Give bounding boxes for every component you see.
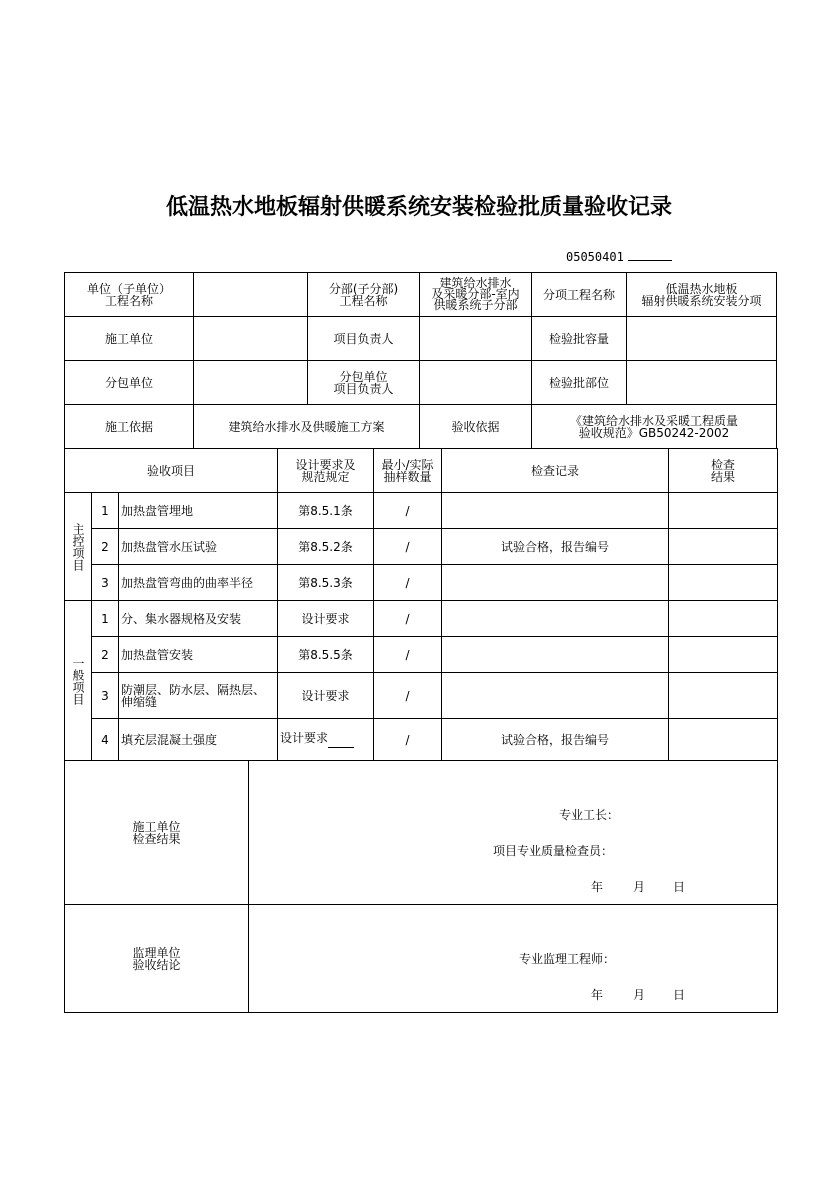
item-design: 第8.5.2条 <box>278 529 374 565</box>
item-no: 1 <box>92 493 119 529</box>
item-result[interactable] <box>669 493 778 529</box>
item-sample[interactable]: / <box>374 673 442 719</box>
subitem-label: 分项工程名称 <box>532 273 627 317</box>
day-label: 日 <box>673 880 686 894</box>
item-record[interactable] <box>442 673 669 719</box>
item-result[interactable] <box>669 637 778 673</box>
contractor-label: 施工单位 <box>65 317 194 361</box>
sub-pm-label: 分包单位 项目负责人 <box>308 361 420 405</box>
item-design: 第8.5.1条 <box>278 493 374 529</box>
item-no: 1 <box>92 601 119 637</box>
unit-value[interactable] <box>194 273 308 317</box>
item-design: 设计要求 <box>278 601 374 637</box>
item-name: 填充层混凝土强度 <box>119 719 278 761</box>
col-header-result: 检查 结果 <box>669 449 778 493</box>
item-record[interactable]: 试验合格，报告编号 <box>442 529 669 565</box>
item-record[interactable] <box>442 637 669 673</box>
engineer-label: 专业监理工程师： <box>519 952 616 966</box>
day-label: 日 <box>673 988 686 1002</box>
general-group-text: 一般项目 <box>71 656 85 705</box>
table-row <box>65 601 778 637</box>
accept-basis-label: 验收依据 <box>420 405 532 449</box>
item-sample[interactable]: / <box>374 601 442 637</box>
item-design-cell <box>278 719 374 761</box>
item-record[interactable] <box>442 565 669 601</box>
table-row <box>65 565 778 601</box>
item-name: 加热盘管埋地 <box>119 493 278 529</box>
main-group-label <box>65 493 92 601</box>
item-name: 加热盘管弯曲的曲率半径 <box>119 565 278 601</box>
item-result[interactable] <box>669 719 778 761</box>
item-record[interactable] <box>442 601 669 637</box>
item-sample[interactable]: / <box>374 493 442 529</box>
year-label: 年 <box>591 988 604 1002</box>
basis-label: 施工依据 <box>65 405 194 449</box>
inspection-items-table <box>64 448 778 761</box>
col-header-item: 验收项目 <box>65 449 278 493</box>
accept-basis-value[interactable]: 《建筑给水排水及采暖工程质量 验收规范》GB50242-2002 <box>532 405 777 449</box>
pm-label: 项目负责人 <box>308 317 420 361</box>
subcontractor-label: 分包单位 <box>65 361 194 405</box>
pm-value[interactable] <box>420 317 532 361</box>
general-group-label <box>65 601 92 761</box>
contractor-value[interactable] <box>194 317 308 361</box>
division-value[interactable]: 建筑给水排水 及采暖分部-室内 供暖系统子分部 <box>420 273 532 317</box>
col-header-sample: 最小/实际 抽样数量 <box>374 449 442 493</box>
project-info-table <box>64 272 777 449</box>
item-sample[interactable]: / <box>374 529 442 565</box>
item-design: 第8.5.3条 <box>278 565 374 601</box>
signoff-table <box>64 760 778 1013</box>
item-no: 2 <box>92 637 119 673</box>
page-title: 低温热水地板辐射供暖系统安装检验批质量验收记录 <box>165 194 672 220</box>
main-group-text: 主控项目 <box>71 522 85 571</box>
unit-label: 单位（子单位） 工程名称 <box>65 273 194 317</box>
form-code-blank[interactable] <box>628 250 672 261</box>
item-record[interactable]: 试验合格，报告编号 <box>442 719 669 761</box>
form-code-number: 05050401 <box>566 250 624 264</box>
basis-value[interactable]: 建筑给水排水及供暖施工方案 <box>194 405 420 449</box>
item-result[interactable] <box>669 565 778 601</box>
table-row <box>65 529 778 565</box>
foreman-label: 专业工长： <box>559 808 620 822</box>
form-code <box>566 250 672 264</box>
month-label: 月 <box>633 988 646 1002</box>
item-name: 分、集水器规格及安装 <box>119 601 278 637</box>
table-row <box>65 719 778 761</box>
item-name: 加热盘管安装 <box>119 637 278 673</box>
item-no: 4 <box>92 719 119 761</box>
item-result[interactable] <box>669 529 778 565</box>
design-blank[interactable] <box>328 737 354 748</box>
capacity-value[interactable] <box>627 317 777 361</box>
month-label: 月 <box>633 880 646 894</box>
table-row <box>65 637 778 673</box>
item-sample[interactable]: / <box>374 565 442 601</box>
division-label: 分部(子分部) 工程名称 <box>308 273 420 317</box>
year-label: 年 <box>591 880 604 894</box>
contractor-check-area[interactable] <box>249 761 778 905</box>
location-label: 检验批部位 <box>532 361 627 405</box>
item-sample[interactable]: / <box>374 637 442 673</box>
item-no: 3 <box>92 673 119 719</box>
location-value[interactable] <box>627 361 777 405</box>
col-header-design: 设计要求及 规范规定 <box>278 449 374 493</box>
item-design: 第8.5.5条 <box>278 637 374 673</box>
item-record[interactable] <box>442 493 669 529</box>
sub-pm-value[interactable] <box>420 361 532 405</box>
contractor-check-label: 施工单位 检查结果 <box>65 761 249 905</box>
item-name: 加热盘管水压试验 <box>119 529 278 565</box>
item-result[interactable] <box>669 673 778 719</box>
capacity-label: 检验批容量 <box>532 317 627 361</box>
table-row <box>65 673 778 719</box>
table-row <box>65 493 778 529</box>
supervisor-check-label: 监理单位 验收结论 <box>65 905 249 1013</box>
subcontractor-value[interactable] <box>194 361 308 405</box>
col-header-record: 检查记录 <box>442 449 669 493</box>
item-no: 2 <box>92 529 119 565</box>
supervisor-check-area[interactable] <box>249 905 778 1013</box>
item-sample[interactable]: / <box>374 719 442 761</box>
item-design: 设计要求 <box>278 673 374 719</box>
item-result[interactable] <box>669 601 778 637</box>
subitem-value[interactable]: 低温热水地板 辐射供暖系统安装分项 <box>627 273 777 317</box>
item-design: 设计要求 <box>280 730 329 745</box>
item-no: 3 <box>92 565 119 601</box>
inspector-label: 项目专业质量检查员： <box>493 844 614 858</box>
item-name: 防潮层、防水层、隔热层、伸缩缝 <box>119 673 278 719</box>
